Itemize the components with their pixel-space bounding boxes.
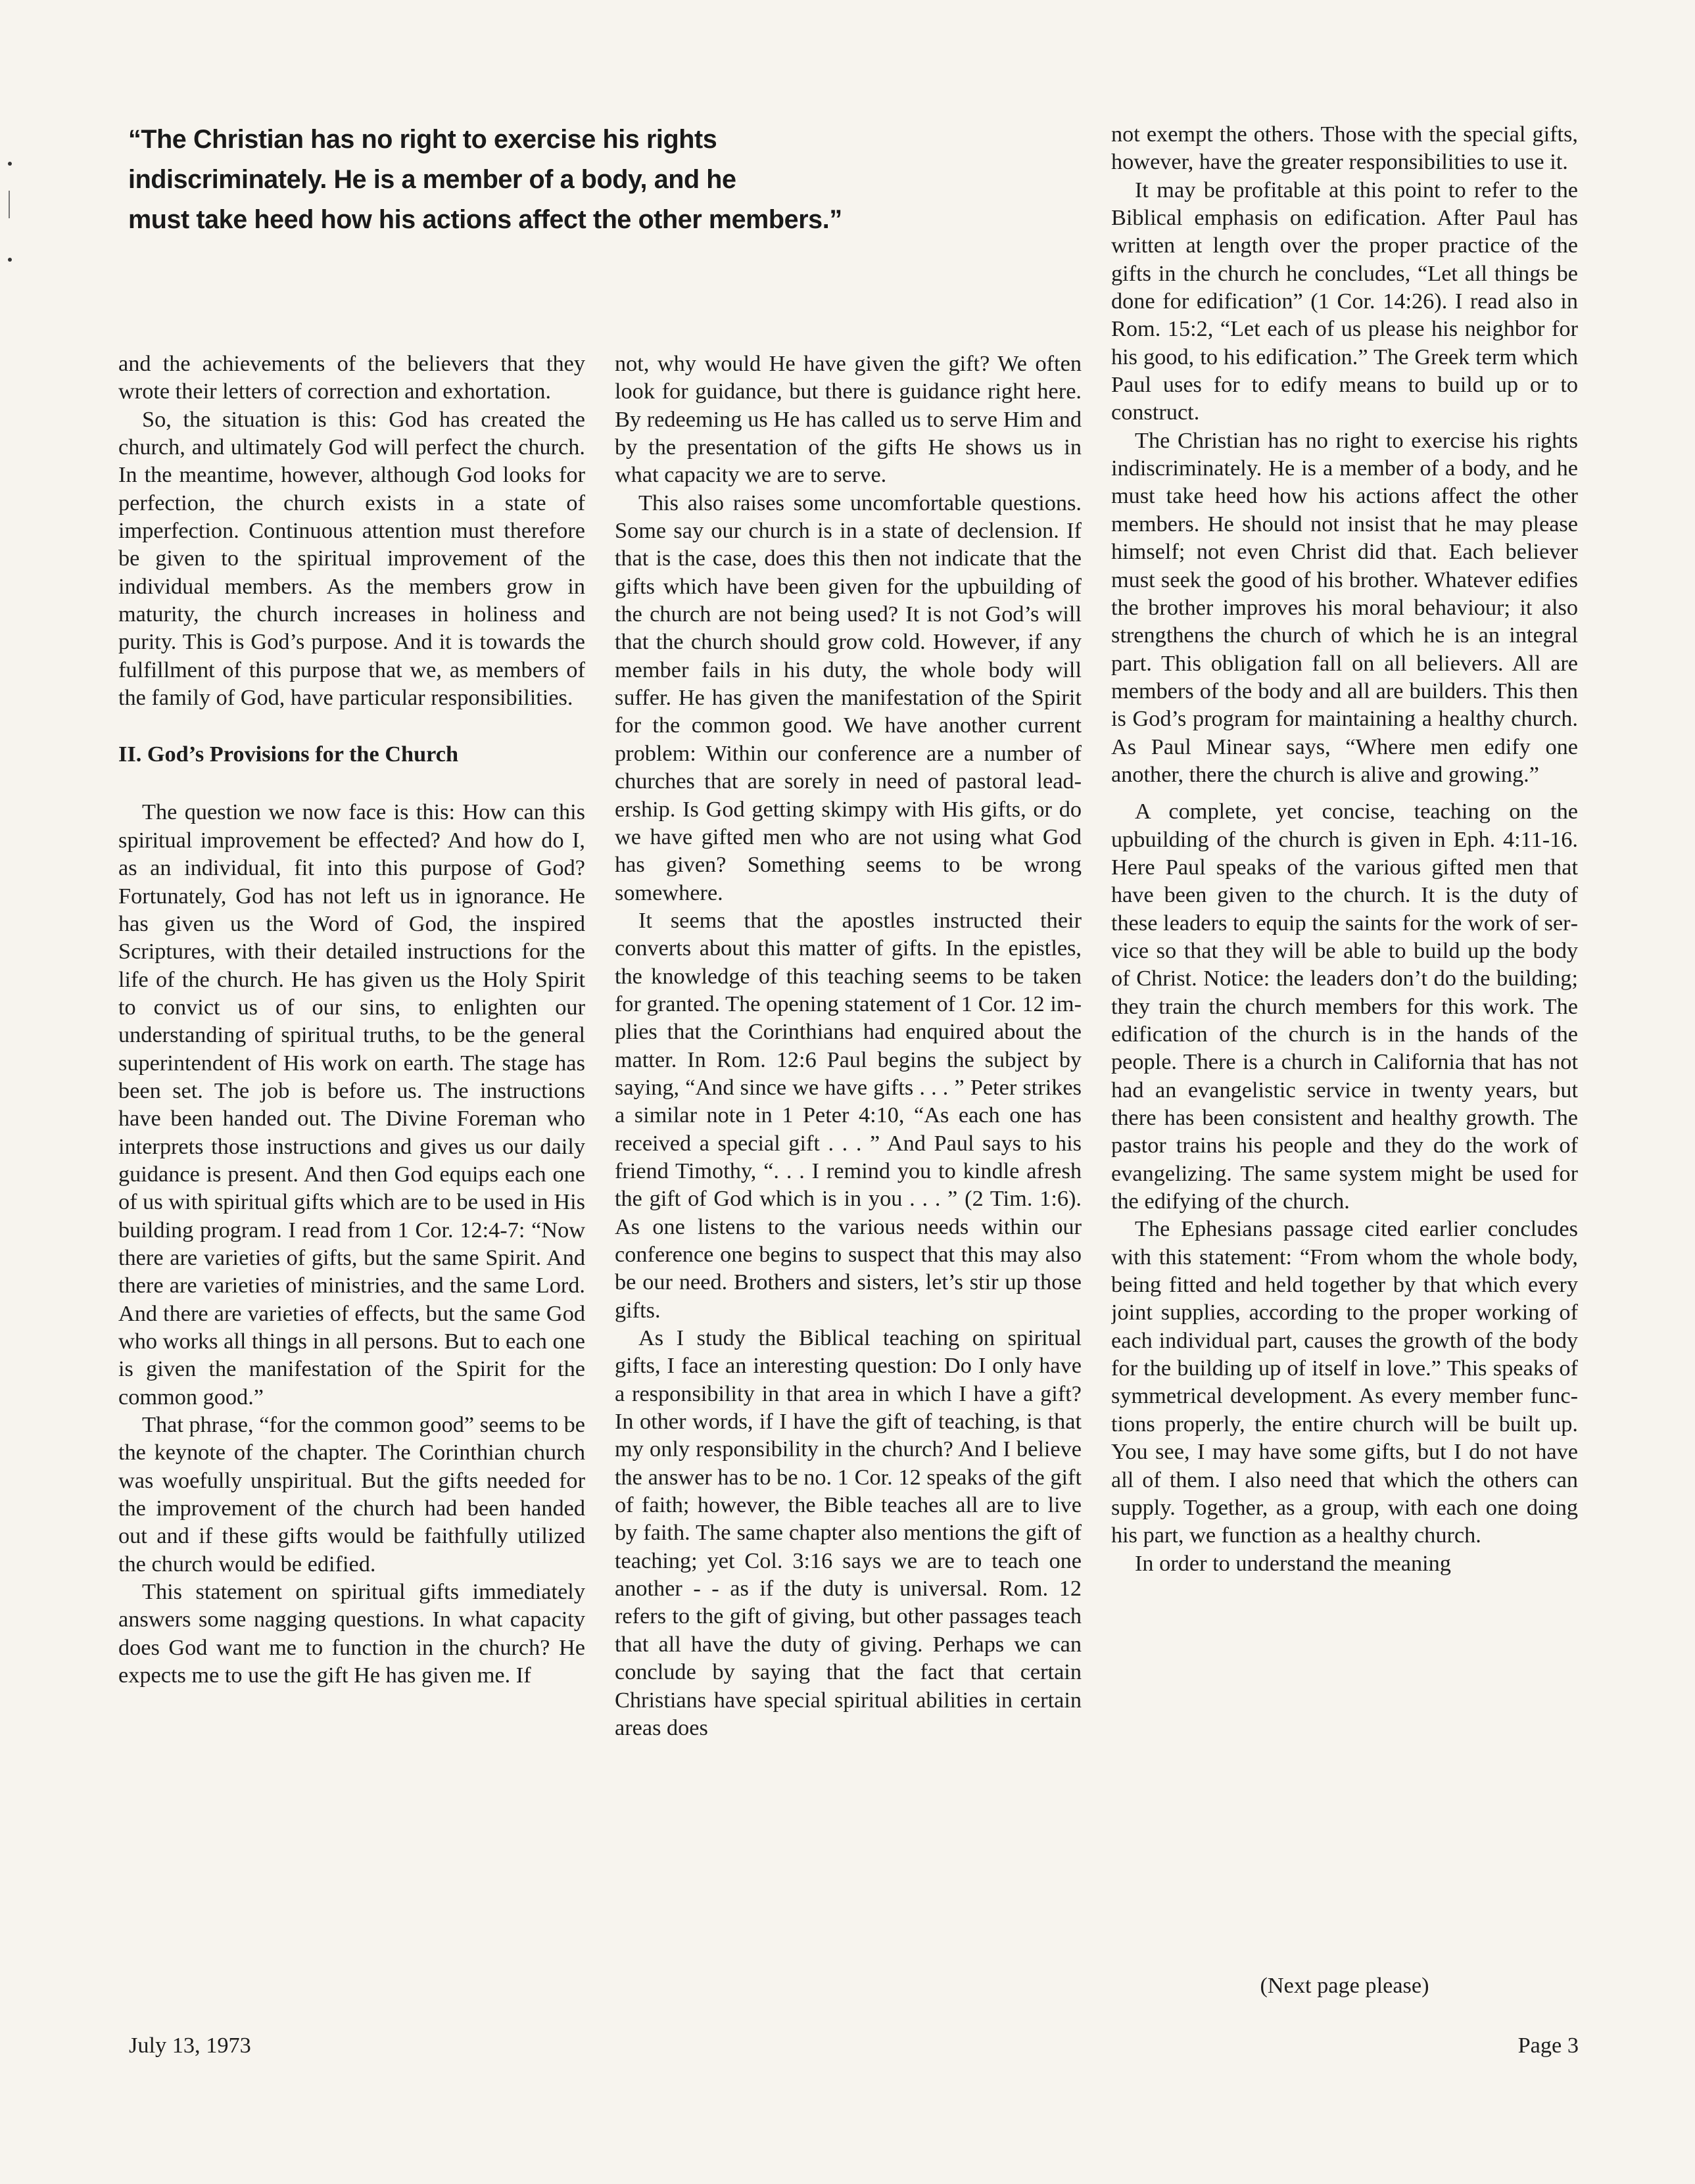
page-number: Page 3	[1517, 2033, 1579, 2058]
pull-quote-line: indiscriminately. He is a member of a body, and he	[128, 165, 736, 194]
paragraph: not exempt the others. Those with the special gifts, however, have the greater responsibilities to use it.	[1111, 122, 1578, 175]
paragraph: This statement on spiritual gifts immediately answers some nagging questions. In what capacity does God want me to function in the church? He expects me to use the gift He has given me. If	[118, 1579, 585, 1688]
paragraph: not, why would He have given the gift? We often look for guidance, but there is guidance right here. By redeeming us He has called us to serve Him and by the presentation of the gifts He shows us in what capacity we are to serve.	[615, 351, 1082, 488]
paragraph: As I study the Biblical teaching on spiritual gifts, I face an interesting question: Do I only have a responsibility in that area in which I have a gift? In other words, if I have the gift of teaching, is that my only responsibility in the church? And I believe the answer has to be no. 1 Cor. 12 speaks of the gift of faith; however, the Bible teaches all are to live by faith. The same chapter also mentions the gift of teaching; yet Col. 3:16 says we are to teach one another - - as if the duty is universal. Rom. 12 refers to the gift of giving, but other passages teach that all have the duty of giving. Perhaps we can conclude by saying that the fact that certain Christians have special spiritual abilities in certain areas does	[615, 1325, 1082, 1740]
paragraph: A complete, yet concise, teaching on the upbuilding of the church is given in Eph. 4:11-16. Here Paul speaks of the various gifted men that have been given to the church. It is the duty of these leaders to equip the saints for the work of service so that they will be able to build up the body of Christ. Notice: the leaders don’t do the building; they train the church members for this work. The edification of the church is in the hands of the people. There is a church in California that has not had an evangelistic service in twenty years, but there has been consistent and healthy growth. The pastor trains his people and they do the work of evangelizing. The same system might be used for the edifying of the church.	[1111, 799, 1578, 1214]
article-column-1	[118, 350, 585, 1779]
paragraph: and the achievements of the believers that they wrote their letters of correction and exhortation.	[118, 351, 585, 404]
article-column-3	[1111, 120, 1578, 1958]
margin-dot	[8, 162, 12, 166]
pull-quote-line: “The Christian has no right to exercise his rights	[128, 125, 717, 154]
paragraph: In order to understand the meaning	[1135, 1550, 1451, 1576]
section-heading: II. God’s Provisions for the Church	[118, 742, 459, 767]
paragraph: So, the situation is this: God has created the church, and ultimately God will perfect the church. In the meantime, however, although God looks for perfection, the church exists in a state of imperfection. Continuous attention must therefore be given to the spiritual improvement of the individual members. As the members grow in maturity, the church increases in holiness and purity. This is God’s purpose. And it is towards the fulfillment of this purpose that we, as members of the family of God, have particular responsibilities.	[118, 406, 585, 711]
paragraph: It may be profitable at this point to refer to the Biblical emphasis on edification. After Paul has written at length over the proper practice of the gifts in the church he concludes, “Let all things be done for edification” (1 Cor. 14:26). I read also in Rom. 15:2, “Let each of us please his neighbor for his good, to his edification.” The Greek term which Paul uses for to edify means to build up or to construct.	[1111, 177, 1578, 425]
paragraph: The question we now face is this: How can this spiritual improvement be effected? And how do I, as an individual, fit into this purpose of God? Fortunately, God has not left us in ignorance. He has given us the Word of God, the inspired Scriptures, with their detailed instructions for the life of the church. He has given us the Holy Spirit to convict us of our sins, to enlighten our understanding of spiritual truths, to be the general superintendent of His work on earth. The stage has been set. The job is before us. The instructions have been handed out. The Divine Foreman who interprets those instructions and gives us our daily guidance is present. And then God equips each one of us with spiritual gifts which are to be used in His building program. I read from 1 Cor. 12:4-7: “Now there are varieties of gifts, but the same Spirit. And there are varieties of ministries, and the same Lord. And there are varieties of effects, but the same God who works all things in all persons. But to each one is given the manifestation of the Spirit for the common good.”	[118, 799, 585, 1410]
paragraph: It seems that the apostles instructed their converts about this matter of gifts. In the epistles, the knowledge of this teaching seems to be taken for granted. The opening statement of 1 Cor. 12 implies that the Corinthians had enquired about the matter. In Rom. 12:6 Paul begins the subject by saying, “And since we have gifts . . . ” Peter strikes a similar note in 1 Peter 4:10, “As each one has received a special gift . . . ” And Paul says to his friend Timothy, “. . . I remind you to kindle afresh the gift of God which is in you . . . ” (2 Tim. 1:6). As one listens to the various needs within our conference one begins to suspect that this may also be our need. Brothers and sisters, let’s stir up those gifts.	[615, 907, 1082, 1323]
margin-dot	[8, 258, 12, 262]
paragraph: This also raises some uncomfortable questions. Some say our church is in a state of declension. If that is the case, does this then not indicate that the gifts which have been given for the upbuilding of the church are not being used? It is not God’s will that the church should grow cold. However, if any member fails in his duty, the whole body will suffer. He has given the manifestation of the Spirit for the common good. We have another current problem: Within our conference are a number of churches that are sorely in need of pastoral leadership. Is God getting skimpy with His gifts, or do we have gifted men who are not using what God has given? Something seems to be wrong somewhere.	[615, 490, 1082, 905]
paragraph: That phrase, “for the common good” seems to be the keynote of the chapter. The Corinthian church was woefully unspiritual. But the gifts needed for the improvement of the church had been handed out and if these gifts would be faithfully utilized the church would be edified.	[118, 1412, 585, 1577]
article-column-2	[615, 350, 1082, 1779]
pull-quote-line: must take heed how his actions affect the other members.”	[128, 205, 842, 234]
paragraph: The Ephesians passage cited earlier concludes with this statement: “From whom the whole body, being fitted and held together by that which every joint supplies, according to the proper working of each individual part, causes the growth of the body for the building up of itself in love.” This speaks of symmetrical development. As every member functions properly, the entire church will be built up. You see, I may have some gifts, but I do not have all of them. I also need that which the others can supply. Together, as a group, with each one doing his part, we function as a healthy church.	[1111, 1216, 1578, 1548]
paragraph: The Christian has no right to exercise his rights indiscriminately. He is a member of a body, and he must take heed how his actions affect the other members. He should not insist that he may please himself; not even Christ did that. Each believer must seek the good of his brother. Whatever edifies the brother improves his moral behaviour; it also strengthens the church of which he is an integral part. This obligation fall on all believers. All are members of the body and all are builders. This then is God’s program for maintaining a healthy church. As Paul Minear says, “Where men edify one another, there the church is alive and growing.”	[1111, 427, 1578, 787]
issue-date: July 13, 1973	[129, 2033, 251, 2058]
continued-note: (Next page please)	[1260, 1973, 1429, 1998]
margin-scratch	[9, 191, 10, 218]
pull-quote	[128, 120, 917, 240]
